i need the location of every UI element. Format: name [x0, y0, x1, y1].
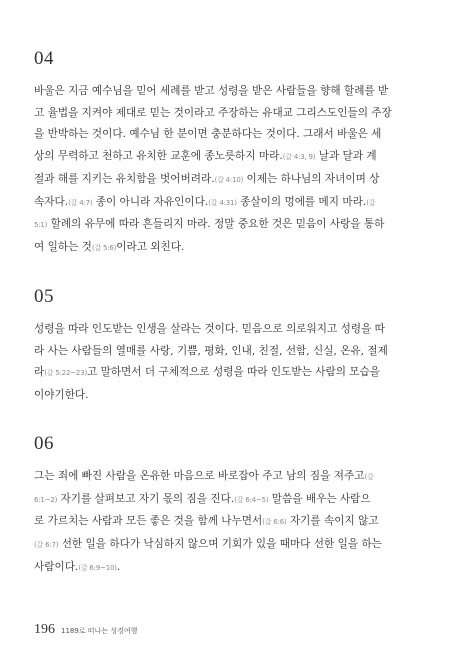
text-line	[34, 319, 438, 341]
verse-reference: (갈 4:3, 9)	[282, 153, 316, 162]
body-text: 을 반박하는 것이다. 예수님 한 분이면 충분하다는 것이다. 그래서 바울은 세	[34, 128, 382, 141]
text-line	[34, 237, 438, 260]
verse-reference: 5:1)	[34, 221, 48, 230]
text-line	[34, 534, 438, 557]
body-text: 여 일하는 것	[34, 240, 92, 253]
body-text: 말씀을 배우는 사람으	[268, 492, 371, 505]
verse-reference: (갈 6:6)	[262, 518, 287, 527]
section-05	[34, 286, 438, 407]
running-title: 1189로 떠나는 성경여행	[61, 627, 138, 635]
body-text: 이라고 외친다.	[116, 240, 185, 253]
body-text: 상의 무력하고 천하고 유치한 교훈에 종노릇하지 마라.	[34, 150, 283, 163]
section-04	[34, 48, 438, 260]
section-number: 04	[34, 48, 54, 69]
body-text: 바울은 지금 예수님을 믿어 세례를 받고 성령을 받은 사람들을 향해 할례를 받	[34, 85, 389, 97]
verse-reference: (갈 6:9~10)	[78, 563, 117, 572]
text-line	[34, 466, 438, 489]
verse-reference: (갈 4:7)	[68, 198, 93, 207]
text-line	[34, 169, 438, 192]
section-number: 05	[34, 286, 54, 307]
body-text: 라	[34, 366, 45, 379]
body-text: 선한 일을 하다가 낙심하지 않으며 기회가 있을 때마다 선한 일을 하는	[58, 538, 382, 551]
body-text: 고 율법을 지켜야 제대로 믿는 것이라고 주장하는 유대교 그리스도인들의 주장	[34, 106, 392, 119]
text-line	[34, 124, 438, 146]
text-line	[34, 362, 438, 385]
body-text: 성령을 따라 인도받는 인생을 살라는 것이다. 믿음으로 의로워지고 성령을 따	[34, 323, 385, 335]
body-text: 사람이다.	[34, 560, 79, 573]
verse-reference: 6:1~2)	[34, 495, 58, 504]
verse-reference: (갈 4:31)	[208, 198, 237, 207]
page-footer	[34, 622, 137, 638]
text-line	[34, 385, 438, 407]
verse-reference: (갈 6:4~5)	[234, 495, 269, 504]
text-line	[34, 557, 438, 580]
body-text: 고 말하면서 더 구체적으로 성령을 따라 인도받는 사람의 모습을	[86, 366, 380, 379]
text-line	[34, 489, 438, 512]
body-text: 절과 해를 지키는 유치함을 벗어버려라.	[34, 172, 215, 185]
page-number: 196	[34, 622, 55, 637]
text-line	[34, 146, 438, 169]
body-text: 속자다.	[34, 195, 69, 208]
verse-reference: (갈	[366, 198, 376, 207]
text-line	[34, 103, 438, 125]
body-text: 자기를 살펴보고 자기 몫의 짐을 진다.	[57, 492, 235, 505]
section-paragraph	[34, 466, 438, 580]
text-line	[34, 192, 438, 215]
section-number: 06	[34, 433, 54, 454]
section-paragraph	[34, 81, 438, 260]
verse-reference: (갈 4:10)	[214, 175, 244, 184]
text-line	[34, 511, 438, 534]
body-text: 라 사는 사람들의 열매를 사랑, 기쁨, 평화, 인내, 친절, 선함, 신실, 온유, 절제	[34, 344, 388, 357]
body-text: 할례의 유무에 따라 흔들리지 마라. 정말 중요한 것은 믿음이 사랑을 통하	[47, 218, 385, 231]
body-text: 종살이의 멍에를 메지 마라.	[236, 195, 367, 208]
section-paragraph	[34, 319, 438, 407]
body-text: 날과 달과 계	[315, 150, 377, 163]
body-text: 종이 아니라 자유인이다.	[92, 195, 209, 208]
verse-reference: (갈	[364, 473, 374, 481]
verse-reference: (갈 6:7)	[34, 541, 59, 550]
body-text: 자기를 속이지 않고	[286, 515, 379, 528]
section-06	[34, 433, 438, 580]
text-line	[34, 341, 438, 363]
text-line	[34, 81, 438, 103]
text-line	[34, 214, 438, 237]
body-text: .	[116, 560, 121, 573]
body-text: 이제는 하나님의 자녀이며 상	[243, 172, 380, 185]
body-text: 그는 죄에 빠진 사람을 온유한 마음으로 바로잡아 주고 남의 짐을 져주고	[34, 470, 365, 482]
verse-reference: (갈 5:22~23)	[44, 369, 87, 378]
body-text: 이야기한다.	[34, 389, 89, 402]
body-text: 로 가르치는 사람과 모든 좋은 것을 함께 나누면서	[34, 515, 263, 528]
verse-reference: (갈 5:6)	[91, 243, 117, 252]
